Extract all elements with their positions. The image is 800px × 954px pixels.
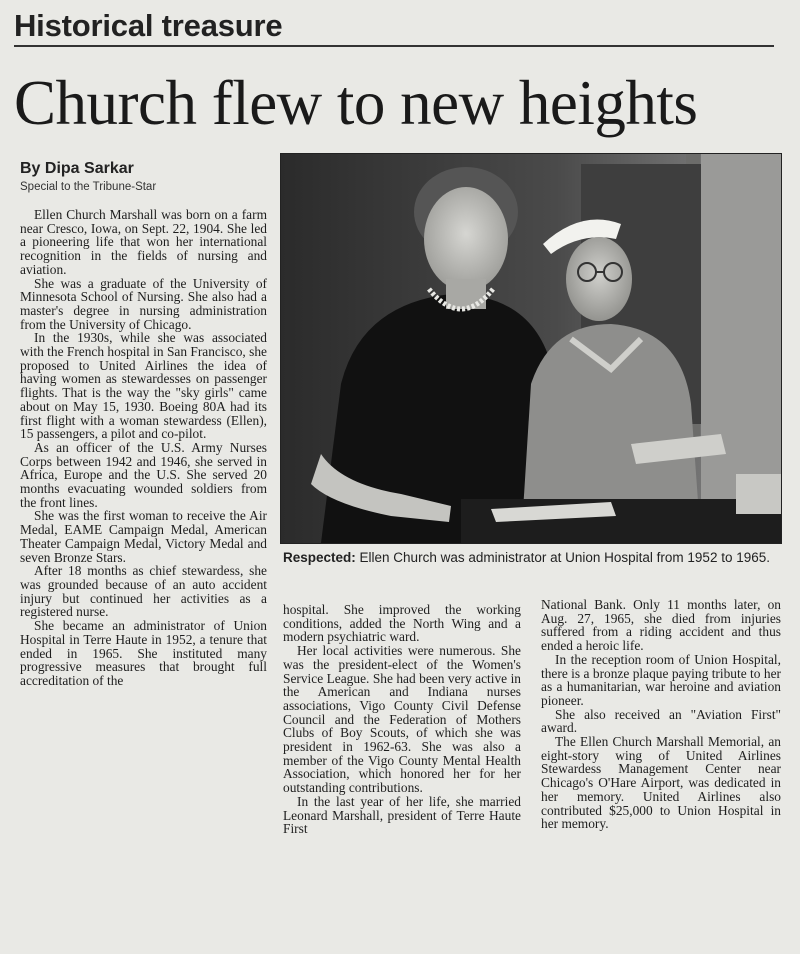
paragraph: Ellen Church Marshall was born on a farm near Cresco, Iowa, on Sept. 22, 1904. She led a pioneering life that won her international recognition in the fields of nursing and aviation. [20, 207, 267, 277]
headline: Church flew to new heights [14, 68, 698, 138]
caption-lead: Respected: [283, 550, 356, 565]
section-kicker: Historical treasure [14, 8, 283, 43]
paragraph: She was a graduate of the University of Minnesota School of Nursing. She also had a master's degree in nursing administration from the University of Chicago. [20, 275, 267, 332]
photo-caption [283, 549, 783, 566]
paragraph: After 18 months as chief stewardess, she was grounded because of an auto accident injury but continued her activities as a registered nurse. [20, 563, 267, 620]
paragraph: In the 1930s, while she was associated with the French hospital in San Francisco, she proposed to United Airlines the idea of having women as stewardesses on passenger flights. That is the way the "sky girls" came about on May 15, 1930. Boeing 80A had its first flight with a woman stewardess (Ellen), 15 passengers, a pilot and co-pilot. [20, 330, 267, 442]
paragraph: Her local activities were numerous. She was the president-elect of the Women's Service League. She had been very active in the American and Indiana nurses associations, Vigo County Civil Defense Council and the Federation of Mothers Clubs of Boy Scouts, of which she was president in 1962-63. She was also a member of the Vigo County Mental Health Association, which honored her for her outstanding contributions. [283, 643, 521, 796]
caption-text: Ellen Church was administrator at Union Hospital from 1952 to 1965. [355, 550, 770, 565]
photo [280, 153, 782, 544]
paragraph: hospital. She improved the working conditions, added the North Wing and a modern psychiatric ward. [283, 602, 521, 645]
paragraph: As an officer of the U.S. Army Nurses Corps between 1942 and 1946, she served in Africa, Europe and the U.S. She served 20 months evacuating wounded soldiers from the front lines. [20, 439, 267, 510]
paragraph: She became an administrator of Union Hospital in Terre Haute in 1952, a tenure that ended in 1965. She instituted many progressive measures that brought full accreditation of the [20, 618, 267, 688]
byline: By Dipa Sarkar [20, 160, 134, 177]
paragraph: She also received an "Aviation First" award. [541, 706, 781, 736]
paragraph: In the reception room of Union Hospital, there is a bronze plaque paying tribute to her as a humanitarian, war heroine and aviation pioneer. [541, 651, 781, 708]
article-column-3 [541, 598, 781, 831]
paragraph: National Bank. Only 11 months later, on Aug. 27, 1965, she died from injuries suffered from a riding accident and thus ended a heroic life. [541, 597, 781, 654]
paragraph: She was the first woman to receive the Air Medal, EAME Campaign Medal, American Theater Campaign Medal, Victory Medal and seven Bronze Stars. [20, 508, 267, 565]
photo-illustration [281, 154, 781, 543]
paragraph: The Ellen Church Marshall Memorial, an eight-story wing of United Airlines Stewardess Management Center near Chicago's O'Hare Airport, was dedicated in her memory. United Airlines also contributed $25,000 to Union Hospital in her memory. [541, 734, 781, 832]
article-column-2 [283, 603, 521, 836]
article-column-1 [20, 208, 267, 688]
byline-credit: Special to the Tribune-Star [20, 181, 157, 193]
paragraph: In the last year of her life, she married Leonard Marshall, president of Terre Haute First [283, 793, 521, 837]
kicker-rule [14, 45, 774, 47]
